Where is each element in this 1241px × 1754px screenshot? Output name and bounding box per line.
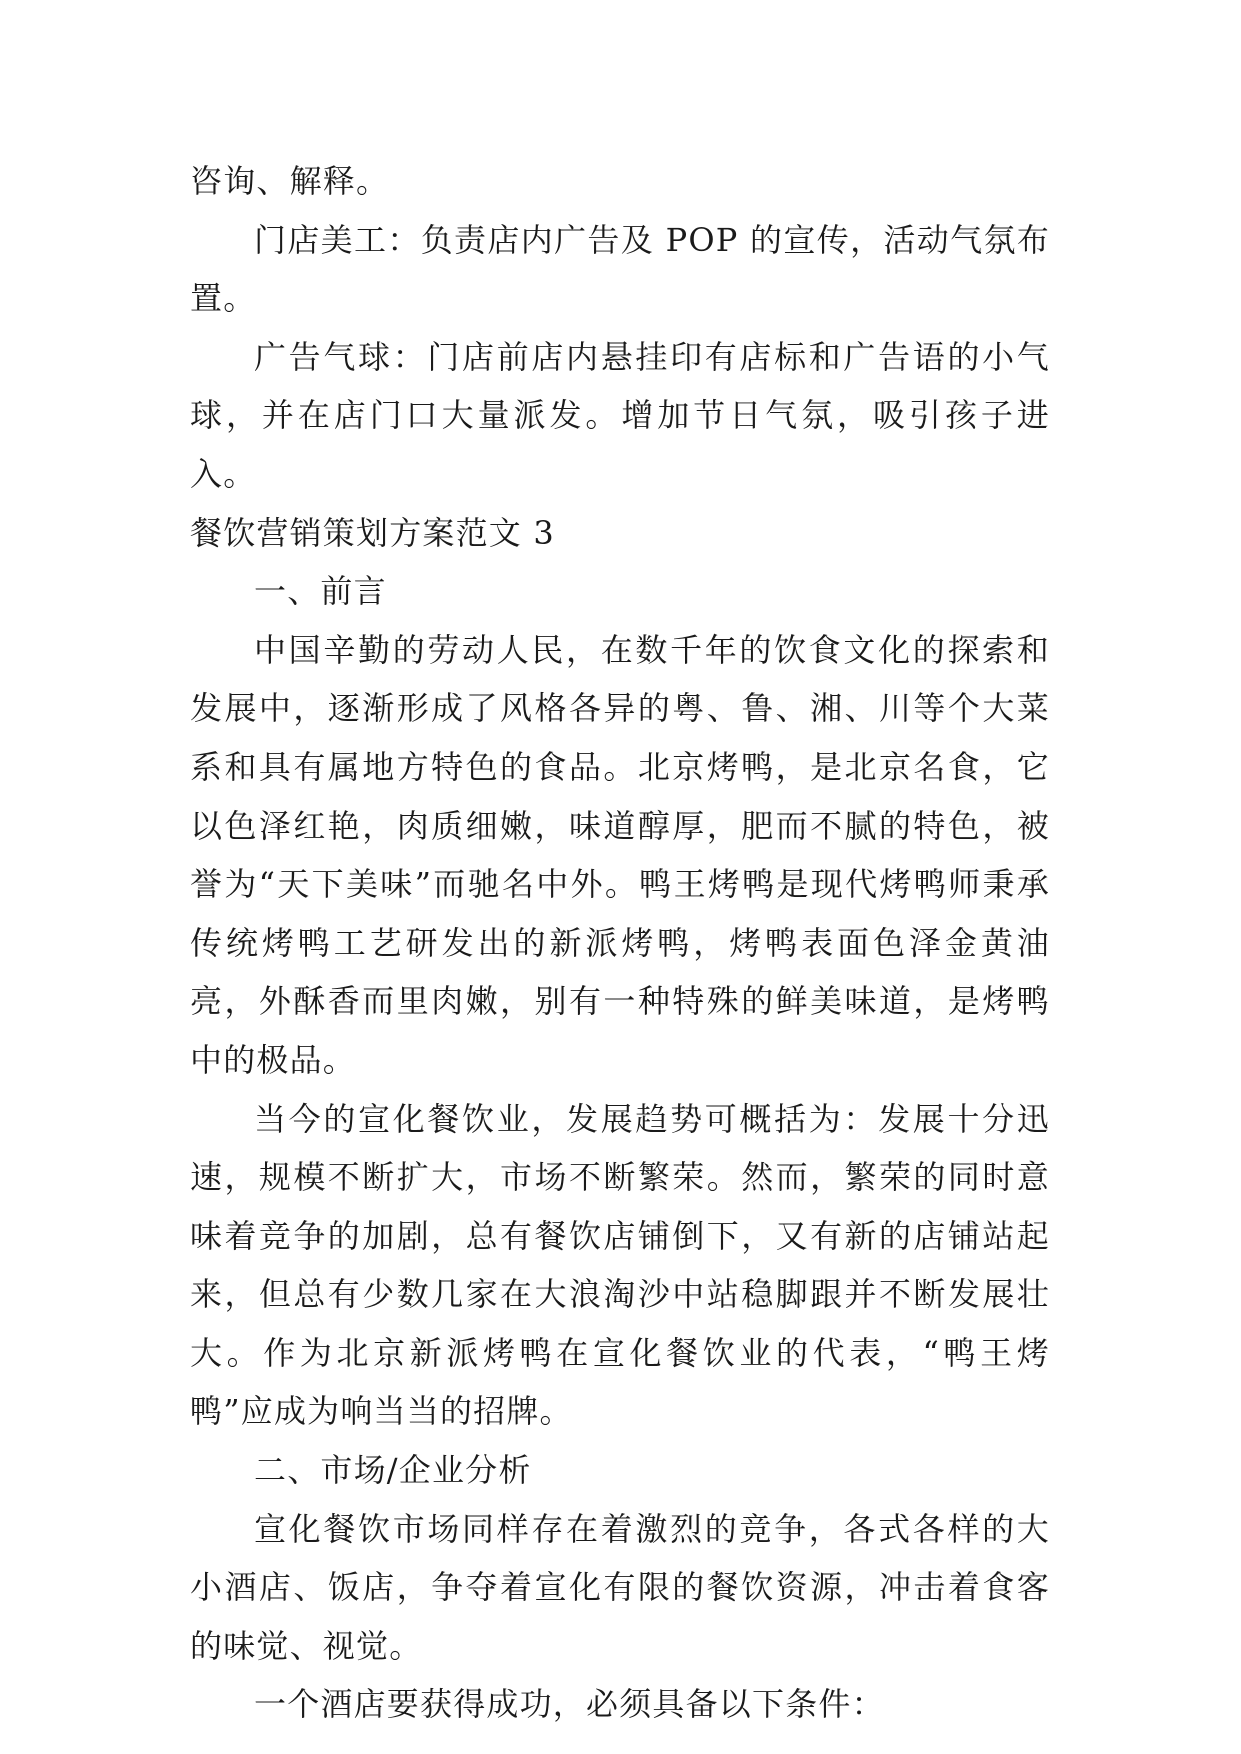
paragraph-consult-explain: 咨询、解释。 [190,162,390,200]
paragraph-success-conditions: 一个酒店要获得成功，必须具备以下条件： [254,1685,885,1724]
heading-preface: 一、前言 [254,572,387,611]
heading-market-analysis: 二、市场/企业分析 [254,1451,532,1490]
paragraph-store-artist: 门店美工：负责店内广告及 POP 的宣传，活动气氛布置。 [190,220,1050,318]
document-body [190,152,1050,1734]
paragraph-market-competition: 宣化餐饮市场同样存在着激烈的竞争，各式各样的大小酒店、饭店，争夺着宣化有限的餐饮资源，冲击着食客的味觉、视觉。 [190,1509,1050,1665]
paragraph-xuanhua-industry: 当今的宣化餐饮业，发展趋势可概括为：发展十分迅速，规模不断扩大，市场不断繁荣。然而，繁荣的同时意味着竞争的加剧，总有餐饮店铺倒下，又有新的店铺站起来，但总有少数几家在大浪淘沙中站稳脚跟并不断发展壮大。作为北京新派烤鸭在宣化餐饮业的代表，“鸭王烤鸭”应成为响当当的招牌。 [190,1099,1050,1431]
section-title: 餐饮营销策划方案范文 3 [190,513,555,552]
paragraph-peking-duck: 中国辛勤的劳动人民，在数千年的饮食文化的探索和发展中，逐渐形成了风格各异的粤、鲁、湘、川等个大菜系和具有属地方特色的食品。北京烤鸭，是北京名食，它以色泽红艳，肉质细嫩，味道醇厚，肥而不腻的特色，被誉为“天下美味”而驰名中外。鸭王烤鸭是现代烤鸭师秉承传统烤鸭工艺研发出的新派烤鸭，烤鸭表面色泽金黄油亮，外酥香而里肉嫩，别有一种特殊的鲜美味道，是烤鸭中的极品。 [190,630,1050,1079]
paragraph-ad-balloons: 广告气球：门店前店内悬挂印有店标和广告语的小气球，并在店门口大量派发。增加节日气氛，吸引孩子进入。 [190,337,1050,493]
